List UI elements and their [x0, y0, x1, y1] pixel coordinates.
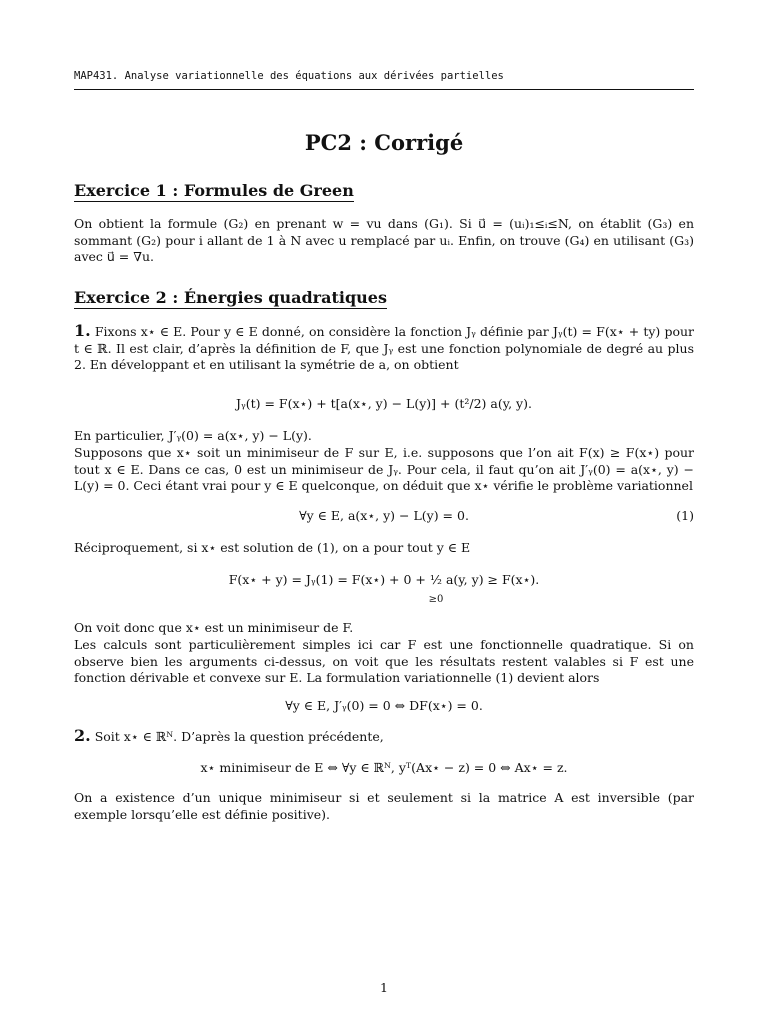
- question-1-number: 1.: [74, 321, 91, 340]
- exercise-1-text: On obtient la formule (G₂) en prenant w = vu dans (G₁). Si u⃗ = (uᵢ)₁≤ᵢ≤N, on établit (G₃) en sommant (G₂) pour i allant de 1 à N avec u remplacé par uᵢ. Enfin, on trouve (G₄) en utilisant (G₃) avec u⃗ = ∇u.: [74, 216, 694, 264]
- paragraph-existence: On a existence d’un unique minimiseur si et seulement si la matrice A est inversible (par exemple lorsqu’elle est définie positive).: [74, 790, 694, 822]
- equation-linear-system: x⋆ minimiseur de E ⇔ ∀y ∈ ℝᴺ, yᵀ(Ax⋆ − z) = 0 ⇔ Ax⋆ = z.: [200, 760, 568, 775]
- question-1: [74, 323, 694, 374]
- equation-converse: F(x⋆ + y) = Jᵧ(1) = F(x⋆) + 0 + ½ a(y, y) ≥ F(x⋆).: [228, 572, 540, 587]
- paragraph-derivative: En particulier, J′ᵧ(0) = a(x⋆, y) − L(y).: [74, 428, 312, 443]
- question-1-text: Fixons x⋆ ∈ E. Pour y ∈ E donné, on considère la fonction Jᵧ définie par Jᵧ(t) = F(x⋆ + ty) pour t ∈ ℝ. Il est clair, d’après la définition de F, que Jᵧ est une fonction polynomiale de degré au plus 2. En développant et en utilisant la symétrie de a, on obtient: [74, 324, 694, 372]
- running-header: MAP431. Analyse variationnelle des équations aux dérivées partielles: [74, 70, 504, 82]
- question-2-text: Soit x⋆ ∈ ℝᴺ. D’après la question précédente,: [94, 729, 384, 744]
- equation-variational: ∀y ∈ E, a(x⋆, y) − L(y) = 0.: [299, 508, 469, 523]
- equation-differential: ∀y ∈ E, J′ᵧ(0) = 0 ⇔ DF(x⋆) = 0.: [285, 698, 483, 713]
- paragraph-converse: Réciproquement, si x⋆ est solution de (1), on a pour tout y ∈ E: [74, 540, 471, 555]
- page-title: PC2 : Corrigé: [304, 130, 464, 155]
- question-2-number: 2.: [74, 726, 91, 745]
- header-rule: [74, 89, 694, 90]
- equation-j-expansion: Jᵧ(t) = F(x⋆) + t[a(x⋆, y) − L(y)] + (t²/2) a(y, y).: [236, 396, 532, 411]
- question-2: [74, 728, 694, 746]
- page-number: 1: [380, 980, 388, 995]
- exercise-1-heading: Exercice 1 : Formules de Green: [74, 181, 354, 200]
- paragraph-minimizer: Supposons que x⋆ soit un minimiseur de F sur E, i.e. supposons que l’on ait F(x) ≥ F(x⋆) pour tout x ∈ E. Dans ce cas, 0 est un minimiseur de Jᵧ. Pour cela, il faut qu’on ait J′ᵧ(0) = a(x⋆, y) − L(y) = 0. Ceci étant vrai pour y ∈ E quelconque, on déduit que x⋆ vérifie le problème variationnel: [74, 445, 694, 493]
- paragraph-convex: Les calculs sont particulièrement simples ici car F est une fonctionnelle quadratique. Si on observe bien les arguments ci-dessus, on voit que les résultats restent valables si F est une fonction dérivable et convexe sur E. La formulation variationnelle (1) devient alors: [74, 637, 694, 685]
- equation-number-1: (1): [676, 508, 694, 523]
- exercise-2-heading: Exercice 2 : Énergies quadratiques: [74, 288, 387, 307]
- equation-underbrace-label: ≥0: [428, 594, 444, 605]
- paragraph-conclusion: On voit donc que x⋆ est un minimiseur de F.: [74, 620, 354, 635]
